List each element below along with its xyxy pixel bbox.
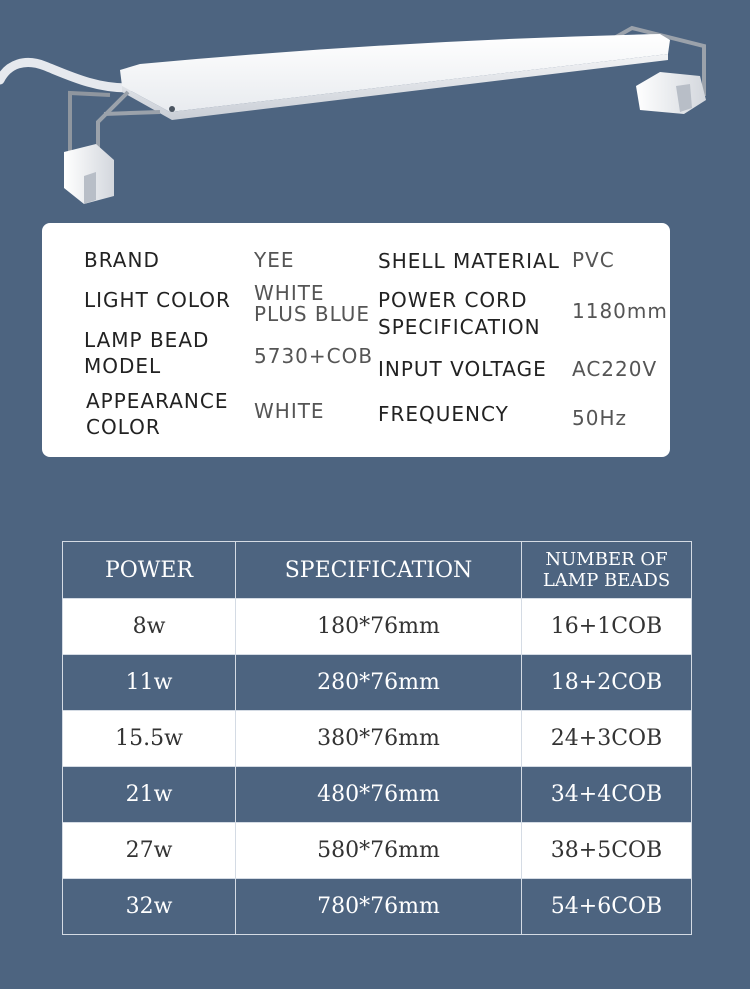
specification-header: SPECIFICATION: [236, 542, 522, 599]
beads-cell: 34+4COB: [522, 767, 692, 823]
lamp-product-image: [0, 0, 750, 215]
power-cell: 27w: [63, 823, 236, 879]
table-row: [63, 599, 692, 655]
light-color-label: LIGHT COLOR: [84, 288, 231, 312]
lamp-bead-model-label-line1: LAMP BEAD: [84, 328, 210, 352]
table-row: [63, 823, 692, 879]
power-spec-table: [62, 541, 692, 935]
frequency-label: FREQUENCY: [378, 402, 509, 426]
shell-material-label: SHELL MATERIAL: [378, 249, 560, 273]
appearance-color-value: WHITE: [254, 399, 325, 423]
table-row: [63, 711, 692, 767]
beads-cell: 16+1COB: [522, 599, 692, 655]
brand-value: YEE: [254, 248, 295, 272]
brand-label: BRAND: [84, 248, 160, 272]
spec-cell: 380*76mm: [236, 711, 522, 767]
spec-cell: 780*76mm: [236, 879, 522, 935]
spec-cell: 280*76mm: [236, 655, 522, 711]
lamp-beads-header-line2: LAMP BEADS: [542, 570, 671, 591]
frequency-value: 50Hz: [572, 406, 627, 430]
power-cord-label-line2: SPECIFICATION: [378, 315, 541, 339]
lamp-bead-model-label-line2: MODEL: [84, 354, 162, 378]
power-cord-value: 1180mm: [572, 299, 668, 323]
table-row: [63, 655, 692, 711]
spec-card: [42, 223, 670, 457]
spec-cell: 480*76mm: [236, 767, 522, 823]
lamp-beads-header: [522, 542, 692, 599]
power-cell: 15.5w: [63, 711, 236, 767]
spec-cell: 180*76mm: [236, 599, 522, 655]
input-voltage-label: INPUT VOLTAGE: [378, 357, 547, 381]
power-cell: 21w: [63, 767, 236, 823]
power-cord-label-line1: POWER CORD: [378, 288, 528, 312]
beads-cell: 24+3COB: [522, 711, 692, 767]
power-cell: 8w: [63, 599, 236, 655]
light-color-value-line2: PLUS BLUE: [254, 302, 371, 326]
table-row: [63, 879, 692, 935]
power-header: POWER: [63, 542, 236, 599]
spec-cell: 580*76mm: [236, 823, 522, 879]
light-color-value-line1: WHITE: [254, 281, 325, 305]
table-row: [63, 767, 692, 823]
table-header-row: [63, 542, 692, 599]
beads-cell: 18+2COB: [522, 655, 692, 711]
appearance-color-label-line1: APPEARANCE: [86, 389, 229, 413]
beads-cell: 54+6COB: [522, 879, 692, 935]
beads-cell: 38+5COB: [522, 823, 692, 879]
appearance-color-label-line2: COLOR: [86, 415, 161, 439]
lamp-beads-header-line1: NUMBER OF: [545, 549, 668, 570]
shell-material-value: PVC: [572, 248, 615, 272]
power-cell: 11w: [63, 655, 236, 711]
lamp-bead-model-value: 5730+COB: [254, 344, 374, 368]
input-voltage-value: AC220V: [572, 357, 658, 381]
power-cell: 32w: [63, 879, 236, 935]
